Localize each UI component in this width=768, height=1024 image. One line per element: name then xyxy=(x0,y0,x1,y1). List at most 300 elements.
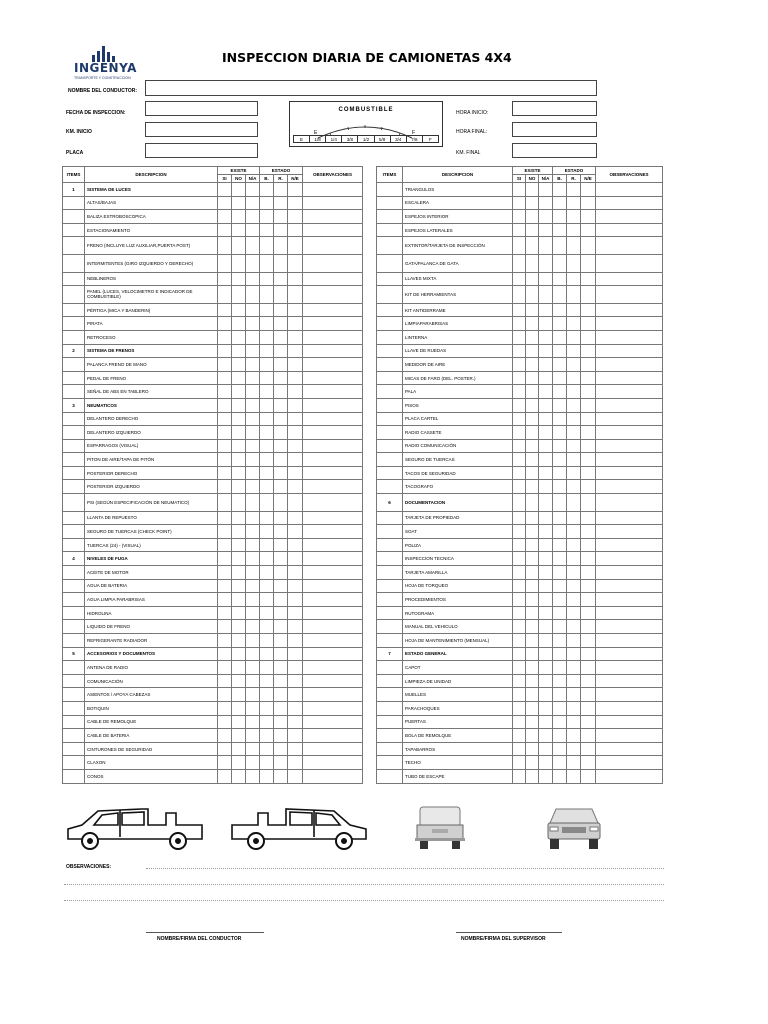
no-cell[interactable] xyxy=(232,358,246,372)
observaciones-cell[interactable] xyxy=(596,701,663,715)
observaciones-cell[interactable] xyxy=(596,317,663,331)
na-cell[interactable] xyxy=(246,303,260,317)
observaciones-cell[interactable] xyxy=(596,674,663,688)
si-cell[interactable] xyxy=(513,223,526,237)
si-cell[interactable] xyxy=(513,715,526,729)
observaciones-cell[interactable] xyxy=(596,272,663,286)
na-cell[interactable] xyxy=(246,385,260,399)
na-cell[interactable] xyxy=(246,634,260,648)
na-cell[interactable] xyxy=(246,358,260,372)
observaciones-cell[interactable] xyxy=(303,196,363,210)
no-cell[interactable] xyxy=(526,344,539,358)
na-cell[interactable] xyxy=(246,494,260,512)
no-cell[interactable] xyxy=(526,303,539,317)
r-cell[interactable] xyxy=(274,303,288,317)
observaciones-cell[interactable] xyxy=(596,756,663,770)
no-cell[interactable] xyxy=(526,634,539,648)
na-cell[interactable] xyxy=(246,183,260,197)
b-cell[interactable] xyxy=(260,538,274,552)
b-cell[interactable] xyxy=(553,466,567,480)
ne-cell[interactable] xyxy=(288,606,303,620)
si-cell[interactable] xyxy=(513,593,526,607)
na-cell[interactable] xyxy=(539,330,553,344)
b-cell[interactable] xyxy=(260,371,274,385)
si-cell[interactable] xyxy=(218,525,232,539)
observaciones-cell[interactable] xyxy=(596,593,663,607)
observaciones-cell[interactable] xyxy=(303,223,363,237)
observaciones-cell[interactable] xyxy=(596,303,663,317)
b-cell[interactable] xyxy=(553,385,567,399)
si-cell[interactable] xyxy=(513,525,526,539)
si-cell[interactable] xyxy=(218,223,232,237)
r-cell[interactable] xyxy=(274,426,288,440)
b-cell[interactable] xyxy=(260,756,274,770)
b-cell[interactable] xyxy=(553,769,567,783)
ne-cell[interactable] xyxy=(581,254,596,272)
r-cell[interactable] xyxy=(567,183,581,197)
ne-cell[interactable] xyxy=(288,303,303,317)
si-cell[interactable] xyxy=(218,494,232,512)
observaciones-cell[interactable] xyxy=(303,688,363,702)
observaciones-cell[interactable] xyxy=(303,344,363,358)
si-cell[interactable] xyxy=(513,661,526,675)
no-cell[interactable] xyxy=(232,756,246,770)
b-cell[interactable] xyxy=(260,254,274,272)
b-cell[interactable] xyxy=(260,286,274,304)
na-cell[interactable] xyxy=(246,223,260,237)
no-cell[interactable] xyxy=(526,494,539,512)
no-cell[interactable] xyxy=(232,511,246,525)
observaciones-cell[interactable] xyxy=(596,344,663,358)
r-cell[interactable] xyxy=(567,385,581,399)
r-cell[interactable] xyxy=(567,688,581,702)
ne-cell[interactable] xyxy=(581,538,596,552)
no-cell[interactable] xyxy=(526,480,539,494)
fecha-field[interactable] xyxy=(145,101,258,116)
r-cell[interactable] xyxy=(274,647,288,661)
no-cell[interactable] xyxy=(232,480,246,494)
observaciones-cell[interactable] xyxy=(596,552,663,566)
no-cell[interactable] xyxy=(232,579,246,593)
si-cell[interactable] xyxy=(218,398,232,412)
r-cell[interactable] xyxy=(567,552,581,566)
observaciones-cell[interactable] xyxy=(596,358,663,372)
ne-cell[interactable] xyxy=(581,412,596,426)
observaciones-cell[interactable] xyxy=(303,701,363,715)
b-cell[interactable] xyxy=(553,661,567,675)
b-cell[interactable] xyxy=(260,606,274,620)
ne-cell[interactable] xyxy=(288,480,303,494)
no-cell[interactable] xyxy=(526,426,539,440)
r-cell[interactable] xyxy=(567,196,581,210)
na-cell[interactable] xyxy=(246,330,260,344)
na-cell[interactable] xyxy=(246,674,260,688)
no-cell[interactable] xyxy=(526,566,539,580)
na-cell[interactable] xyxy=(539,439,553,453)
no-cell[interactable] xyxy=(526,412,539,426)
b-cell[interactable] xyxy=(260,552,274,566)
b-cell[interactable] xyxy=(553,439,567,453)
b-cell[interactable] xyxy=(553,674,567,688)
na-cell[interactable] xyxy=(539,237,553,255)
si-cell[interactable] xyxy=(513,254,526,272)
r-cell[interactable] xyxy=(567,579,581,593)
b-cell[interactable] xyxy=(260,412,274,426)
si-cell[interactable] xyxy=(513,674,526,688)
no-cell[interactable] xyxy=(232,398,246,412)
b-cell[interactable] xyxy=(553,303,567,317)
ne-cell[interactable] xyxy=(581,715,596,729)
na-cell[interactable] xyxy=(246,426,260,440)
r-cell[interactable] xyxy=(567,412,581,426)
ne-cell[interactable] xyxy=(288,620,303,634)
na-cell[interactable] xyxy=(246,538,260,552)
si-cell[interactable] xyxy=(513,398,526,412)
no-cell[interactable] xyxy=(526,769,539,783)
ne-cell[interactable] xyxy=(581,634,596,648)
na-cell[interactable] xyxy=(539,453,553,467)
ne-cell[interactable] xyxy=(581,742,596,756)
na-cell[interactable] xyxy=(246,593,260,607)
ne-cell[interactable] xyxy=(288,661,303,675)
ne-cell[interactable] xyxy=(581,453,596,467)
b-cell[interactable] xyxy=(553,272,567,286)
observaciones-cell[interactable] xyxy=(303,769,363,783)
ne-cell[interactable] xyxy=(581,525,596,539)
ne-cell[interactable] xyxy=(288,701,303,715)
r-cell[interactable] xyxy=(274,330,288,344)
si-cell[interactable] xyxy=(513,303,526,317)
ne-cell[interactable] xyxy=(288,538,303,552)
ne-cell[interactable] xyxy=(288,385,303,399)
si-cell[interactable] xyxy=(218,729,232,743)
ne-cell[interactable] xyxy=(288,593,303,607)
no-cell[interactable] xyxy=(526,398,539,412)
no-cell[interactable] xyxy=(232,647,246,661)
no-cell[interactable] xyxy=(232,606,246,620)
b-cell[interactable] xyxy=(553,286,567,304)
si-cell[interactable] xyxy=(513,330,526,344)
ne-cell[interactable] xyxy=(288,466,303,480)
b-cell[interactable] xyxy=(260,661,274,675)
observaciones-cell[interactable] xyxy=(303,466,363,480)
na-cell[interactable] xyxy=(246,371,260,385)
observaciones-cell[interactable] xyxy=(303,398,363,412)
ne-cell[interactable] xyxy=(288,729,303,743)
na-cell[interactable] xyxy=(539,701,553,715)
observaciones-cell[interactable] xyxy=(596,237,663,255)
na-cell[interactable] xyxy=(246,647,260,661)
b-cell[interactable] xyxy=(553,237,567,255)
b-cell[interactable] xyxy=(260,183,274,197)
ne-cell[interactable] xyxy=(288,552,303,566)
r-cell[interactable] xyxy=(567,647,581,661)
observaciones-cell[interactable] xyxy=(303,525,363,539)
na-cell[interactable] xyxy=(246,453,260,467)
si-cell[interactable] xyxy=(513,742,526,756)
b-cell[interactable] xyxy=(260,688,274,702)
r-cell[interactable] xyxy=(567,494,581,512)
no-cell[interactable] xyxy=(526,620,539,634)
na-cell[interactable] xyxy=(539,480,553,494)
na-cell[interactable] xyxy=(246,688,260,702)
b-cell[interactable] xyxy=(553,729,567,743)
observaciones-cell[interactable] xyxy=(303,210,363,224)
ne-cell[interactable] xyxy=(288,566,303,580)
observaciones-cell[interactable] xyxy=(303,647,363,661)
ne-cell[interactable] xyxy=(288,398,303,412)
ne-cell[interactable] xyxy=(288,688,303,702)
r-cell[interactable] xyxy=(567,769,581,783)
na-cell[interactable] xyxy=(246,566,260,580)
si-cell[interactable] xyxy=(513,538,526,552)
ne-cell[interactable] xyxy=(288,286,303,304)
na-cell[interactable] xyxy=(539,272,553,286)
r-cell[interactable] xyxy=(567,237,581,255)
na-cell[interactable] xyxy=(539,647,553,661)
r-cell[interactable] xyxy=(274,742,288,756)
b-cell[interactable] xyxy=(553,398,567,412)
observaciones-cell[interactable] xyxy=(596,742,663,756)
no-cell[interactable] xyxy=(526,286,539,304)
observaciones-cell[interactable] xyxy=(303,371,363,385)
observaciones-cell[interactable] xyxy=(596,494,663,512)
na-cell[interactable] xyxy=(539,196,553,210)
no-cell[interactable] xyxy=(526,317,539,331)
r-cell[interactable] xyxy=(274,729,288,743)
si-cell[interactable] xyxy=(218,606,232,620)
na-cell[interactable] xyxy=(246,620,260,634)
na-cell[interactable] xyxy=(246,756,260,770)
si-cell[interactable] xyxy=(513,426,526,440)
r-cell[interactable] xyxy=(567,439,581,453)
ne-cell[interactable] xyxy=(581,237,596,255)
r-cell[interactable] xyxy=(274,317,288,331)
r-cell[interactable] xyxy=(274,196,288,210)
si-cell[interactable] xyxy=(513,453,526,467)
observaciones-cell[interactable] xyxy=(303,412,363,426)
si-cell[interactable] xyxy=(218,701,232,715)
r-cell[interactable] xyxy=(274,183,288,197)
r-cell[interactable] xyxy=(567,426,581,440)
si-cell[interactable] xyxy=(513,579,526,593)
no-cell[interactable] xyxy=(526,593,539,607)
no-cell[interactable] xyxy=(526,358,539,372)
b-cell[interactable] xyxy=(553,210,567,224)
r-cell[interactable] xyxy=(274,480,288,494)
b-cell[interactable] xyxy=(553,358,567,372)
no-cell[interactable] xyxy=(526,272,539,286)
ne-cell[interactable] xyxy=(288,715,303,729)
b-cell[interactable] xyxy=(553,371,567,385)
si-cell[interactable] xyxy=(218,511,232,525)
observaciones-cell[interactable] xyxy=(596,480,663,494)
na-cell[interactable] xyxy=(539,674,553,688)
ne-cell[interactable] xyxy=(288,371,303,385)
no-cell[interactable] xyxy=(232,661,246,675)
b-cell[interactable] xyxy=(553,525,567,539)
na-cell[interactable] xyxy=(539,358,553,372)
na-cell[interactable] xyxy=(539,634,553,648)
na-cell[interactable] xyxy=(539,742,553,756)
r-cell[interactable] xyxy=(274,579,288,593)
no-cell[interactable] xyxy=(232,715,246,729)
ne-cell[interactable] xyxy=(581,439,596,453)
ne-cell[interactable] xyxy=(581,330,596,344)
na-cell[interactable] xyxy=(246,466,260,480)
r-cell[interactable] xyxy=(567,620,581,634)
ne-cell[interactable] xyxy=(581,606,596,620)
si-cell[interactable] xyxy=(218,317,232,331)
no-cell[interactable] xyxy=(232,453,246,467)
ne-cell[interactable] xyxy=(581,223,596,237)
no-cell[interactable] xyxy=(232,688,246,702)
r-cell[interactable] xyxy=(274,715,288,729)
observaciones-cell[interactable] xyxy=(303,183,363,197)
r-cell[interactable] xyxy=(567,453,581,467)
no-cell[interactable] xyxy=(526,439,539,453)
observaciones-cell[interactable] xyxy=(596,412,663,426)
na-cell[interactable] xyxy=(246,715,260,729)
observaciones-line-1[interactable] xyxy=(146,868,664,869)
ne-cell[interactable] xyxy=(288,412,303,426)
observaciones-cell[interactable] xyxy=(596,538,663,552)
observaciones-cell[interactable] xyxy=(303,729,363,743)
no-cell[interactable] xyxy=(232,466,246,480)
si-cell[interactable] xyxy=(513,183,526,197)
b-cell[interactable] xyxy=(260,701,274,715)
observaciones-cell[interactable] xyxy=(596,223,663,237)
no-cell[interactable] xyxy=(232,344,246,358)
na-cell[interactable] xyxy=(246,210,260,224)
si-cell[interactable] xyxy=(513,634,526,648)
no-cell[interactable] xyxy=(526,210,539,224)
observaciones-cell[interactable] xyxy=(303,742,363,756)
ne-cell[interactable] xyxy=(581,729,596,743)
b-cell[interactable] xyxy=(553,412,567,426)
no-cell[interactable] xyxy=(232,538,246,552)
na-cell[interactable] xyxy=(246,661,260,675)
na-cell[interactable] xyxy=(539,303,553,317)
no-cell[interactable] xyxy=(232,210,246,224)
si-cell[interactable] xyxy=(513,439,526,453)
conductor-field[interactable] xyxy=(145,80,597,96)
b-cell[interactable] xyxy=(260,729,274,743)
si-cell[interactable] xyxy=(513,272,526,286)
r-cell[interactable] xyxy=(274,466,288,480)
si-cell[interactable] xyxy=(218,330,232,344)
no-cell[interactable] xyxy=(232,742,246,756)
si-cell[interactable] xyxy=(218,688,232,702)
ne-cell[interactable] xyxy=(581,566,596,580)
observaciones-cell[interactable] xyxy=(303,593,363,607)
si-cell[interactable] xyxy=(218,466,232,480)
r-cell[interactable] xyxy=(567,272,581,286)
na-cell[interactable] xyxy=(539,579,553,593)
r-cell[interactable] xyxy=(274,385,288,399)
na-cell[interactable] xyxy=(539,317,553,331)
na-cell[interactable] xyxy=(539,620,553,634)
ne-cell[interactable] xyxy=(581,593,596,607)
observaciones-cell[interactable] xyxy=(303,620,363,634)
na-cell[interactable] xyxy=(539,606,553,620)
ne-cell[interactable] xyxy=(581,317,596,331)
si-cell[interactable] xyxy=(513,688,526,702)
no-cell[interactable] xyxy=(526,196,539,210)
b-cell[interactable] xyxy=(260,620,274,634)
si-cell[interactable] xyxy=(513,317,526,331)
r-cell[interactable] xyxy=(274,494,288,512)
no-cell[interactable] xyxy=(232,729,246,743)
no-cell[interactable] xyxy=(526,254,539,272)
conductor-signature-line[interactable] xyxy=(146,932,264,933)
ne-cell[interactable] xyxy=(288,254,303,272)
ne-cell[interactable] xyxy=(581,661,596,675)
b-cell[interactable] xyxy=(260,466,274,480)
supervisor-signature-line[interactable] xyxy=(456,932,562,933)
b-cell[interactable] xyxy=(553,453,567,467)
no-cell[interactable] xyxy=(526,715,539,729)
na-cell[interactable] xyxy=(539,769,553,783)
ne-cell[interactable] xyxy=(581,756,596,770)
ne-cell[interactable] xyxy=(581,344,596,358)
observaciones-cell[interactable] xyxy=(303,606,363,620)
ne-cell[interactable] xyxy=(288,647,303,661)
r-cell[interactable] xyxy=(274,412,288,426)
no-cell[interactable] xyxy=(232,426,246,440)
ne-cell[interactable] xyxy=(288,634,303,648)
r-cell[interactable] xyxy=(567,674,581,688)
b-cell[interactable] xyxy=(553,196,567,210)
b-cell[interactable] xyxy=(553,688,567,702)
na-cell[interactable] xyxy=(539,593,553,607)
no-cell[interactable] xyxy=(526,538,539,552)
si-cell[interactable] xyxy=(218,634,232,648)
ne-cell[interactable] xyxy=(581,358,596,372)
si-cell[interactable] xyxy=(513,371,526,385)
ne-cell[interactable] xyxy=(581,210,596,224)
observaciones-cell[interactable] xyxy=(303,511,363,525)
b-cell[interactable] xyxy=(553,593,567,607)
observaciones-cell[interactable] xyxy=(303,552,363,566)
r-cell[interactable] xyxy=(567,606,581,620)
na-cell[interactable] xyxy=(246,344,260,358)
si-cell[interactable] xyxy=(218,303,232,317)
observaciones-cell[interactable] xyxy=(596,606,663,620)
ne-cell[interactable] xyxy=(288,272,303,286)
km-inicio-field[interactable] xyxy=(145,122,258,137)
ne-cell[interactable] xyxy=(288,210,303,224)
ne-cell[interactable] xyxy=(581,286,596,304)
b-cell[interactable] xyxy=(553,480,567,494)
no-cell[interactable] xyxy=(526,729,539,743)
na-cell[interactable] xyxy=(539,756,553,770)
si-cell[interactable] xyxy=(218,210,232,224)
r-cell[interactable] xyxy=(274,398,288,412)
ne-cell[interactable] xyxy=(288,344,303,358)
b-cell[interactable] xyxy=(553,566,567,580)
ne-cell[interactable] xyxy=(581,385,596,399)
r-cell[interactable] xyxy=(567,715,581,729)
si-cell[interactable] xyxy=(218,661,232,675)
observaciones-cell[interactable] xyxy=(596,620,663,634)
na-cell[interactable] xyxy=(539,494,553,512)
si-cell[interactable] xyxy=(218,426,232,440)
r-cell[interactable] xyxy=(567,538,581,552)
ne-cell[interactable] xyxy=(581,579,596,593)
b-cell[interactable] xyxy=(553,620,567,634)
observaciones-cell[interactable] xyxy=(596,254,663,272)
